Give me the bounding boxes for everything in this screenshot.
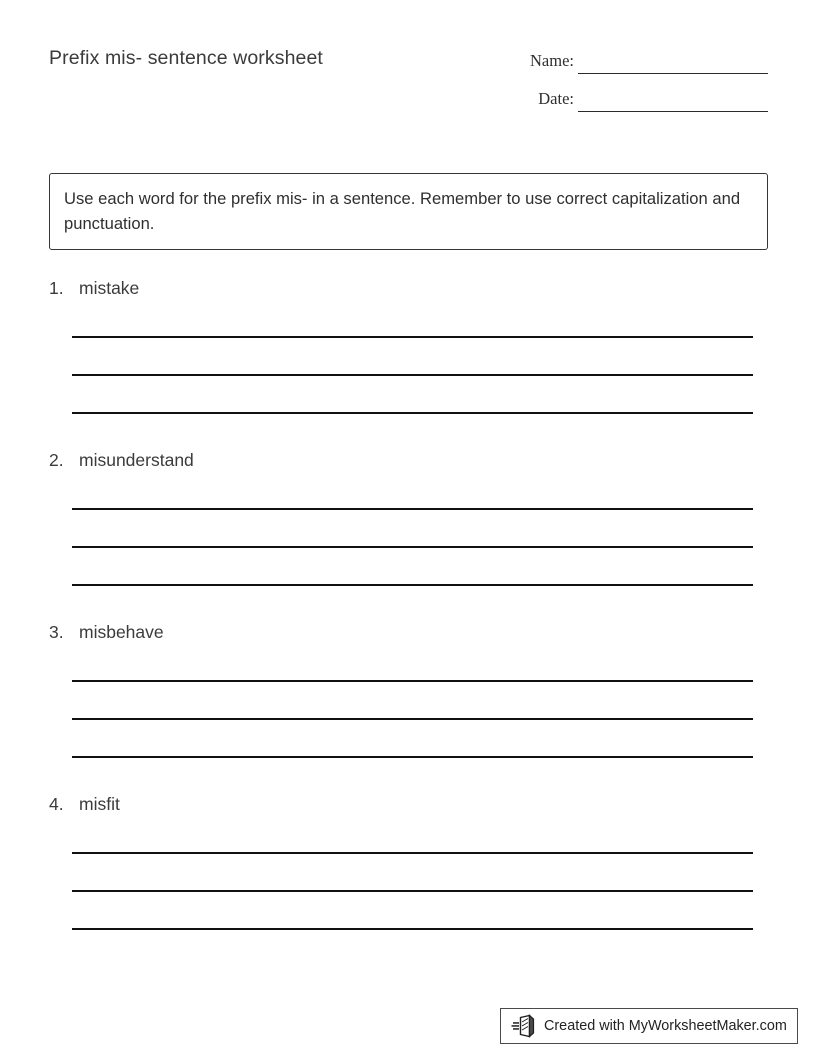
item-heading bbox=[49, 794, 120, 815]
list-item bbox=[0, 278, 816, 450]
date-input-line[interactable] bbox=[578, 111, 768, 112]
writing-line[interactable] bbox=[72, 718, 753, 720]
list-item bbox=[0, 450, 816, 622]
item-heading bbox=[49, 450, 194, 471]
writing-line[interactable] bbox=[72, 584, 753, 586]
instruction-text: Use each word for the prefix mis- in a sentence. Remember to use correct capitalization and punctuation. bbox=[64, 189, 741, 233]
date-field-row bbox=[500, 84, 780, 122]
item-number: 2. bbox=[49, 450, 64, 470]
worksheet-header bbox=[0, 0, 816, 140]
writing-line[interactable] bbox=[72, 756, 753, 758]
item-word: misbehave bbox=[79, 622, 164, 642]
item-word: mistake bbox=[79, 278, 140, 298]
name-input-line[interactable] bbox=[578, 73, 768, 74]
footer-text: Created with MyWorksheetMaker.com bbox=[544, 1018, 787, 1034]
item-number: 4. bbox=[49, 794, 64, 814]
footer-badge[interactable] bbox=[500, 1008, 798, 1044]
writing-line[interactable] bbox=[72, 852, 753, 854]
writing-line[interactable] bbox=[72, 374, 753, 376]
worksheet-items bbox=[0, 278, 816, 966]
writing-line[interactable] bbox=[72, 412, 753, 414]
instruction-box bbox=[49, 173, 768, 250]
date-label: Date: bbox=[538, 89, 574, 108]
item-word: misfit bbox=[79, 794, 120, 814]
name-date-block bbox=[500, 46, 780, 122]
writing-line[interactable] bbox=[72, 336, 753, 338]
item-word: misunderstand bbox=[79, 450, 194, 470]
writing-line[interactable] bbox=[72, 680, 753, 682]
page-title: Prefix mis- sentence worksheet bbox=[49, 47, 323, 69]
item-number: 1. bbox=[49, 278, 64, 298]
item-heading bbox=[49, 622, 164, 643]
name-field-row bbox=[500, 46, 780, 84]
list-item bbox=[0, 622, 816, 794]
answer-lines bbox=[72, 680, 753, 758]
item-heading bbox=[49, 278, 139, 299]
answer-lines bbox=[72, 508, 753, 586]
writing-line[interactable] bbox=[72, 546, 753, 548]
worksheet-maker-logo-icon bbox=[511, 1014, 537, 1038]
item-number: 3. bbox=[49, 622, 64, 642]
name-label: Name: bbox=[530, 51, 574, 70]
answer-lines bbox=[72, 336, 753, 414]
writing-line[interactable] bbox=[72, 928, 753, 930]
answer-lines bbox=[72, 852, 753, 930]
list-item bbox=[0, 794, 816, 966]
writing-line[interactable] bbox=[72, 508, 753, 510]
writing-line[interactable] bbox=[72, 890, 753, 892]
